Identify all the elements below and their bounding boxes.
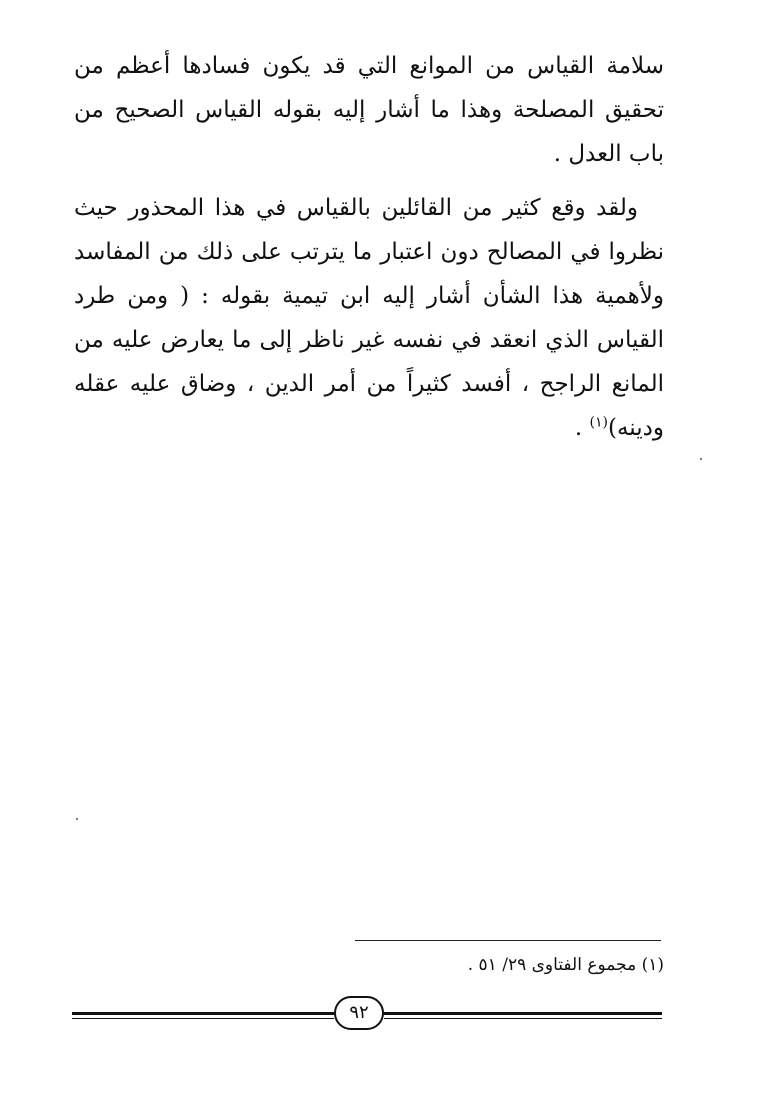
- footnote: (١) مجموع الفتاوى ٢٩/ ٥١ .: [467, 955, 664, 975]
- scan-speck: [76, 818, 78, 820]
- footnote-separator: [355, 940, 661, 941]
- paragraph-2-end: .: [574, 415, 590, 441]
- footnote-reference: (١): [589, 414, 608, 431]
- paragraph-2: [74, 186, 664, 450]
- footer-rule-left: [72, 1012, 334, 1020]
- scan-speck: [700, 458, 702, 460]
- paragraph-1: سلامة القياس من الموانع التي قد يكون فسادها أعظم من تحقيق المصلحة وهذا ما أشار إليه بقوله القياس الصحيح من باب العدل .: [74, 53, 664, 167]
- page-number: ٩٢: [334, 996, 384, 1030]
- main-text: [74, 44, 664, 450]
- paragraph-2-text: ولقد وقع كثير من القائلين بالقياس في هذا المحذور حيث نظروا في المصالح دون اعتبار ما يترتب على ذلك من المفاسد ولأهمية هذا الشأن أشار إليه ابن تيمية بقوله : ( ومن طرد القياس الذي انعقد في نفسه غير ناظر إلى ما يعارض عليه من المانع الراجح ، أفسد كثيراً من أمر الدين ، وضاق عليه عقله ودينه): [74, 195, 664, 441]
- footer-rule-right: [384, 1012, 662, 1020]
